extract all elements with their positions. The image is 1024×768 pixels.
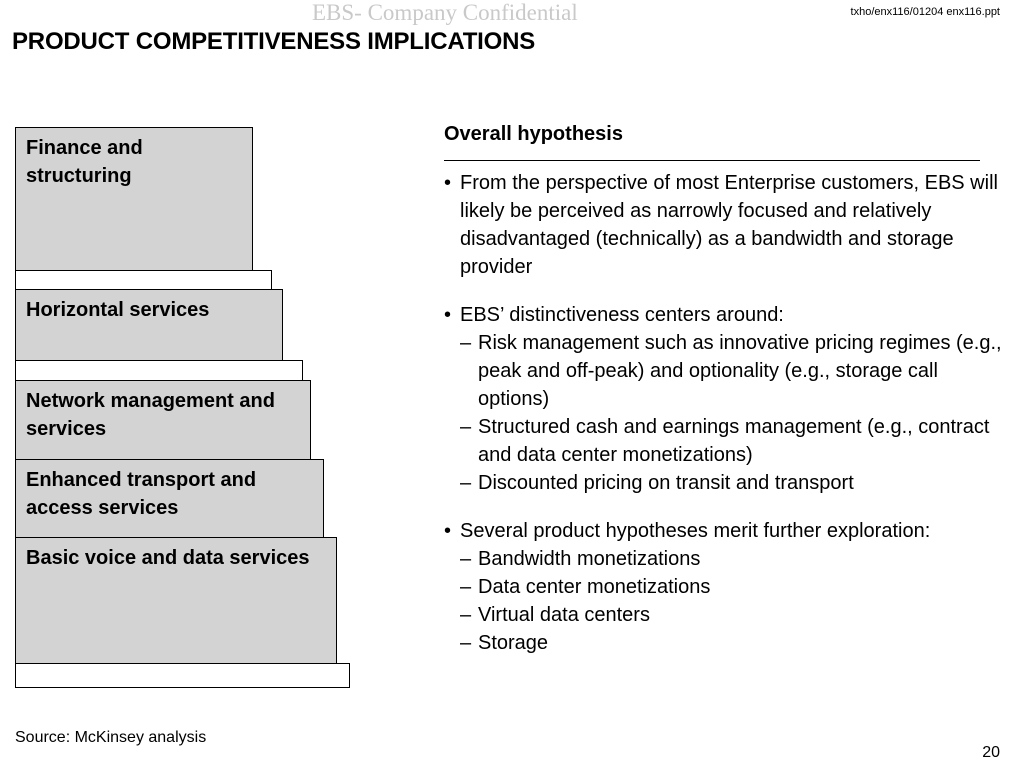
sub-bullet [444,601,1014,629]
dash-icon: – [460,632,472,654]
source-note: Source: McKinsey analysis [15,729,207,746]
hypothesis-panel [444,120,1014,657]
sub-bullet-text: Discounted pricing on transit and transport [478,472,854,494]
heading-divider [444,160,980,161]
confidential-watermark: EBS- Company Confidential [312,0,578,25]
sub-bullet-list [460,329,1014,497]
sub-bullet [444,573,1014,601]
sub-bullet [444,329,1014,413]
bullet-text: EBS’ distinctiveness centers around: [460,304,784,326]
sub-bullet-text: Data center monetizations [478,576,711,598]
bullet-dot-icon: • [444,304,452,326]
bullet-dot-icon: • [444,172,452,194]
page-title: PRODUCT COMPETITIVENESS IMPLICATIONS [12,28,536,55]
sub-bullet-list [460,545,1014,657]
sub-bullet-text: Bandwidth monetizations [478,548,701,570]
pyramid-separator [15,360,303,381]
dash-icon: – [460,472,472,494]
bullet-text: Several product hypotheses merit further exploration: [460,520,931,542]
pyramid-layer-finance: Finance and structuring [15,127,253,271]
sub-bullet-text: Structured cash and earnings management (e.g., contract and data center monetizations) [478,416,990,466]
pyramid-layer-network: Network management and services [15,380,311,460]
dash-icon: – [460,416,472,438]
dash-icon: – [460,332,472,354]
sub-bullet-text: Virtual data centers [478,604,650,626]
pyramid-layer-horizontal: Horizontal services [15,289,283,361]
bullet-text: From the perspective of most Enterprise customers, EBS will likely be perceived as narrowly focused and relatively disadvantaged (technically) as a bandwidth and storage provider [460,172,998,278]
pyramid-layer-transport: Enhanced transport and access services [15,459,324,538]
pyramid-layer-basic: Basic voice and data services [15,537,337,664]
sub-bullet-text: Storage [478,632,549,654]
page-number: 20 [982,744,1000,761]
sub-bullet [444,545,1014,573]
bullet-distinctiveness [444,301,1014,497]
bullet-product-hypotheses [444,517,1014,657]
dash-icon: – [460,604,472,626]
pyramid-separator [15,270,272,290]
bullet-dot-icon: • [444,520,452,542]
bullet-perception [444,169,1014,281]
hypothesis-heading: Overall hypothesis [444,123,623,145]
pyramid-base [15,663,350,688]
sub-bullet [444,413,1014,469]
dash-icon: – [460,548,472,570]
file-reference: txho/enx116/01204 enx116.ppt [850,6,1000,18]
sub-bullet [444,629,1014,657]
sub-bullet [444,469,1014,497]
sub-bullet-text: Risk management such as innovative pricing regimes (e.g., peak and off-peak) and optionality (e.g., storage call options) [478,332,1002,410]
dash-icon: – [460,576,472,598]
